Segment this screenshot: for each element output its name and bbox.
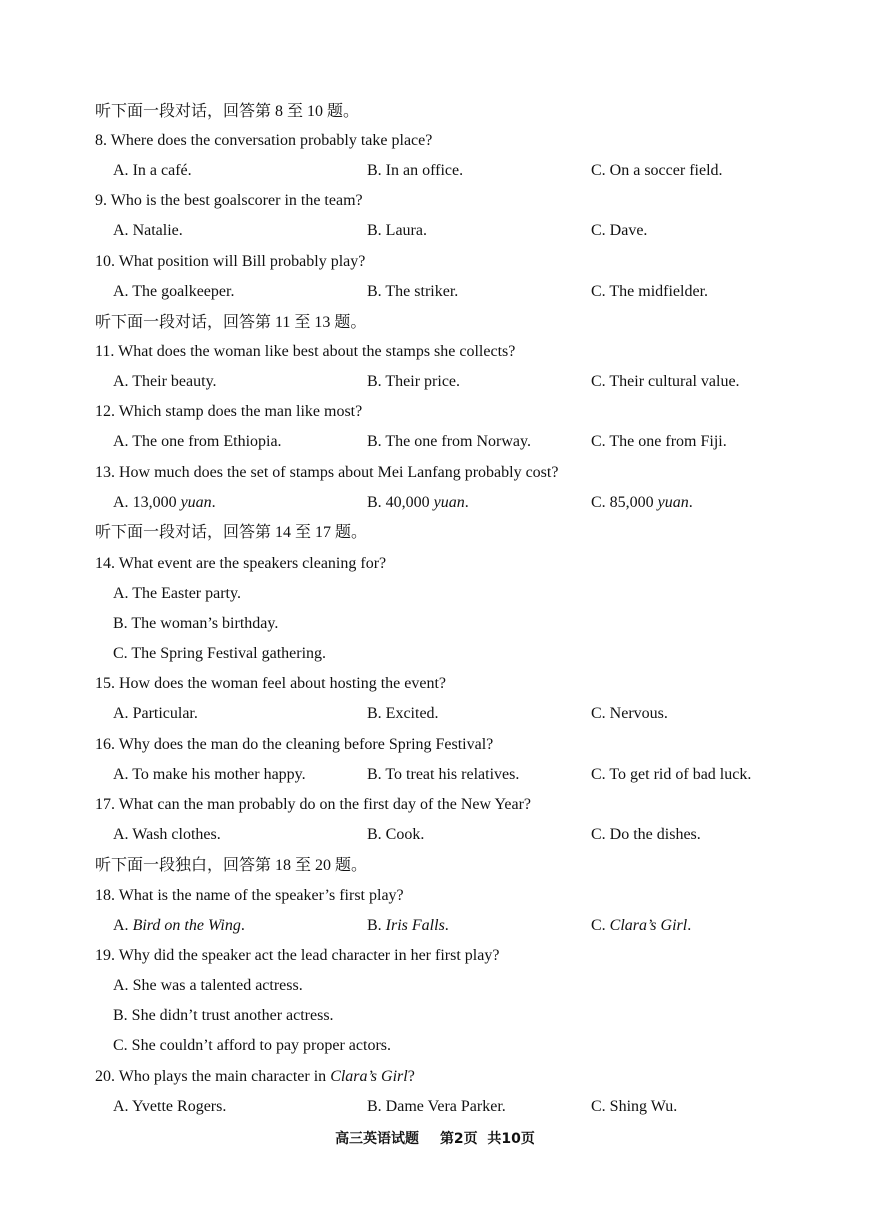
answer-option: C. Dave. <box>591 222 648 239</box>
question-stem: 15. How does the woman feel about hosting the event? <box>95 675 447 692</box>
question-stem: 18. What is the name of the speaker’s first play? <box>95 887 404 904</box>
answer-option: A. Natalie. <box>113 222 183 239</box>
question-stem: 12. Which stamp does the man like most? <box>95 403 363 420</box>
answer-option: C. On a soccer field. <box>591 162 723 179</box>
question-stem: 16. Why does the man do the cleaning before Spring Festival? <box>95 736 494 753</box>
answer-option: A. Bird on the Wing. <box>113 917 245 934</box>
section-instruction: 听下面一段独白，回答第 18 至 20 题。 <box>95 857 368 874</box>
answer-option: A. Yvette Rogers. <box>113 1098 227 1115</box>
answer-option: B. She didn’t trust another actress. <box>113 1007 334 1024</box>
answer-option: C. Nervous. <box>591 705 668 722</box>
answer-option: A. To make his mother happy. <box>113 766 306 783</box>
answer-option: A. Wash clothes. <box>113 826 221 843</box>
question-stem: 9. Who is the best goalscorer in the team? <box>95 192 363 209</box>
question-stem: 11. What does the woman like best about the stamps she collects? <box>95 343 516 360</box>
answer-option: B. 40,000 yuan. <box>367 494 469 511</box>
answer-option: B. Laura. <box>367 222 427 239</box>
question-stem: 17. What can the man probably do on the first day of the New Year? <box>95 796 532 813</box>
answer-option: B. Iris Falls. <box>367 917 449 934</box>
question-stem: 19. Why did the speaker act the lead character in her first play? <box>95 947 500 964</box>
answer-option: B. The one from Norway. <box>367 433 531 450</box>
answer-option: C. Do the dishes. <box>591 826 701 843</box>
answer-option: B. Their price. <box>367 373 461 390</box>
question-stem: 10. What position will Bill probably play? <box>95 253 366 270</box>
answer-option: B. In an office. <box>367 162 464 179</box>
answer-option: A. In a café. <box>113 162 192 179</box>
answer-option: A. The one from Ethiopia. <box>113 433 282 450</box>
question-stem: 8. Where does the conversation probably take place? <box>95 132 433 149</box>
page-footer <box>0 1128 870 1148</box>
question-stem: 13. How much does the set of stamps about Mei Lanfang probably cost? <box>95 464 559 481</box>
answer-option: A. Their beauty. <box>113 373 217 390</box>
answer-option: C. Shing Wu. <box>591 1098 678 1115</box>
footer-page-number: 第2页 共10页 <box>439 1131 535 1147</box>
question-stem: 20. Who plays the main character in Clara’s Girl? <box>95 1068 415 1085</box>
answer-option: A. 13,000 yuan. <box>113 494 216 511</box>
answer-option: B. Dame Vera Parker. <box>367 1098 506 1115</box>
section-instruction: 听下面一段对话，回答第 8 至 10 题。 <box>95 103 360 120</box>
answer-option: B. Cook. <box>367 826 425 843</box>
answer-option: A. She was a talented actress. <box>113 977 303 994</box>
answer-option: A. The goalkeeper. <box>113 283 235 300</box>
answer-option: A. Particular. <box>113 705 198 722</box>
answer-option: C. Their cultural value. <box>591 373 740 390</box>
answer-option: B. To treat his relatives. <box>367 766 520 783</box>
footer-subject: 高三英语试题 <box>335 1131 420 1147</box>
section-instruction: 听下面一段对话，回答第 11 至 13 题。 <box>95 314 367 331</box>
answer-option: B. The striker. <box>367 283 459 300</box>
answer-option: A. The Easter party. <box>113 585 241 602</box>
answer-option: C. 85,000 yuan. <box>591 494 693 511</box>
answer-option: C. The midfielder. <box>591 283 709 300</box>
answer-option: C. The one from Fiji. <box>591 433 727 450</box>
answer-option: C. Clara’s Girl. <box>591 917 692 934</box>
question-stem: 14. What event are the speakers cleaning for? <box>95 555 387 572</box>
answer-option: C. The Spring Festival gathering. <box>113 645 327 662</box>
answer-option: C. To get rid of bad luck. <box>591 766 752 783</box>
section-instruction: 听下面一段对话，回答第 14 至 17 题。 <box>95 524 368 541</box>
answer-option: B. The woman’s birthday. <box>113 615 279 632</box>
answer-option: C. She couldn’t afford to pay proper actors. <box>113 1037 392 1054</box>
answer-option: B. Excited. <box>367 705 439 722</box>
